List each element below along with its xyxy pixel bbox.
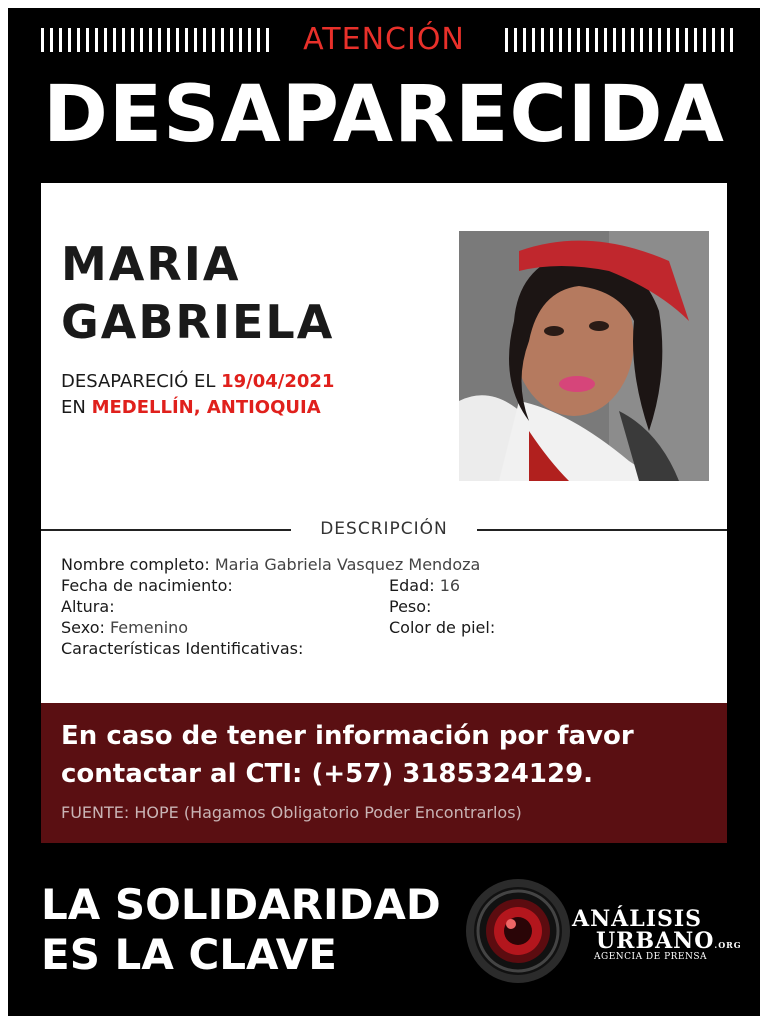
slogan-line2: ES LA CLAVE <box>41 930 337 979</box>
weight-row <box>389 597 431 616</box>
attention-label: ATENCIÓN <box>303 22 465 57</box>
age-label: Edad: <box>389 576 435 595</box>
contact-message-line2: contactar al CTI: (+57) 3185324129. <box>61 759 594 789</box>
full-name-value: Maria Gabriela Vasquez Mendoza <box>214 555 481 574</box>
full-name-row <box>61 555 480 574</box>
contact-message-line1: En caso de tener información por favor <box>61 721 634 751</box>
sex-label: Sexo: <box>61 618 105 637</box>
person-name <box>61 235 334 351</box>
skin-color-row <box>389 618 495 637</box>
weight-label: Peso: <box>389 597 432 616</box>
person-photo <box>459 231 709 481</box>
description-heading: DESCRIPCIÓN <box>320 519 448 539</box>
birth-date-row <box>61 576 233 595</box>
brand-name-line2 <box>596 928 742 954</box>
height-row <box>61 597 115 616</box>
brand-tagline: AGENCIA DE PRENSA <box>594 952 708 962</box>
decorative-bars-right <box>505 28 733 52</box>
missing-location-line <box>61 397 321 418</box>
poster-title: DESAPARECIDA <box>43 70 725 160</box>
missing-person-poster <box>8 8 760 1016</box>
brand-org: .ORG <box>714 940 742 950</box>
features-row <box>61 639 303 658</box>
missing-location: MEDELLÍN, ANTIOQUIA <box>91 397 321 418</box>
source-credit: FUENTE: HOPE (Hagamos Obligatorio Poder Encontrarlos) <box>61 803 522 822</box>
contact-message <box>61 717 711 793</box>
brand-logo <box>572 906 742 962</box>
person-name-line1: MARIA <box>61 237 241 291</box>
missing-date-prefix: DESAPARECIÓ EL <box>61 371 216 392</box>
slogan-line1: LA SOLIDARIDAD <box>41 880 441 929</box>
sex-value: Femenino <box>109 618 189 637</box>
divider-line-right <box>477 529 727 531</box>
person-card <box>41 183 727 703</box>
contact-panel <box>41 703 727 843</box>
poster-header <box>8 8 760 183</box>
brand-name-line1: ANÁLISIS <box>572 906 703 932</box>
age-row <box>389 576 460 595</box>
missing-date-line <box>61 371 334 392</box>
description-divider <box>41 519 727 539</box>
missing-location-prefix: EN <box>61 397 86 418</box>
slogan <box>41 880 441 980</box>
camera-lens-logo-icon <box>463 876 573 986</box>
age-value: 16 <box>439 576 461 595</box>
sex-row <box>61 618 188 637</box>
missing-date: 19/04/2021 <box>221 371 335 392</box>
birth-date-label: Fecha de nacimiento: <box>61 576 233 595</box>
full-name-label: Nombre completo: <box>61 555 210 574</box>
person-name-line2: GABRIELA <box>61 295 335 349</box>
height-label: Altura: <box>61 597 115 616</box>
skin-color-label: Color de piel: <box>389 618 496 637</box>
brand-name-urbano: URBANO <box>596 928 715 954</box>
features-label: Características Identificativas: <box>61 639 304 658</box>
